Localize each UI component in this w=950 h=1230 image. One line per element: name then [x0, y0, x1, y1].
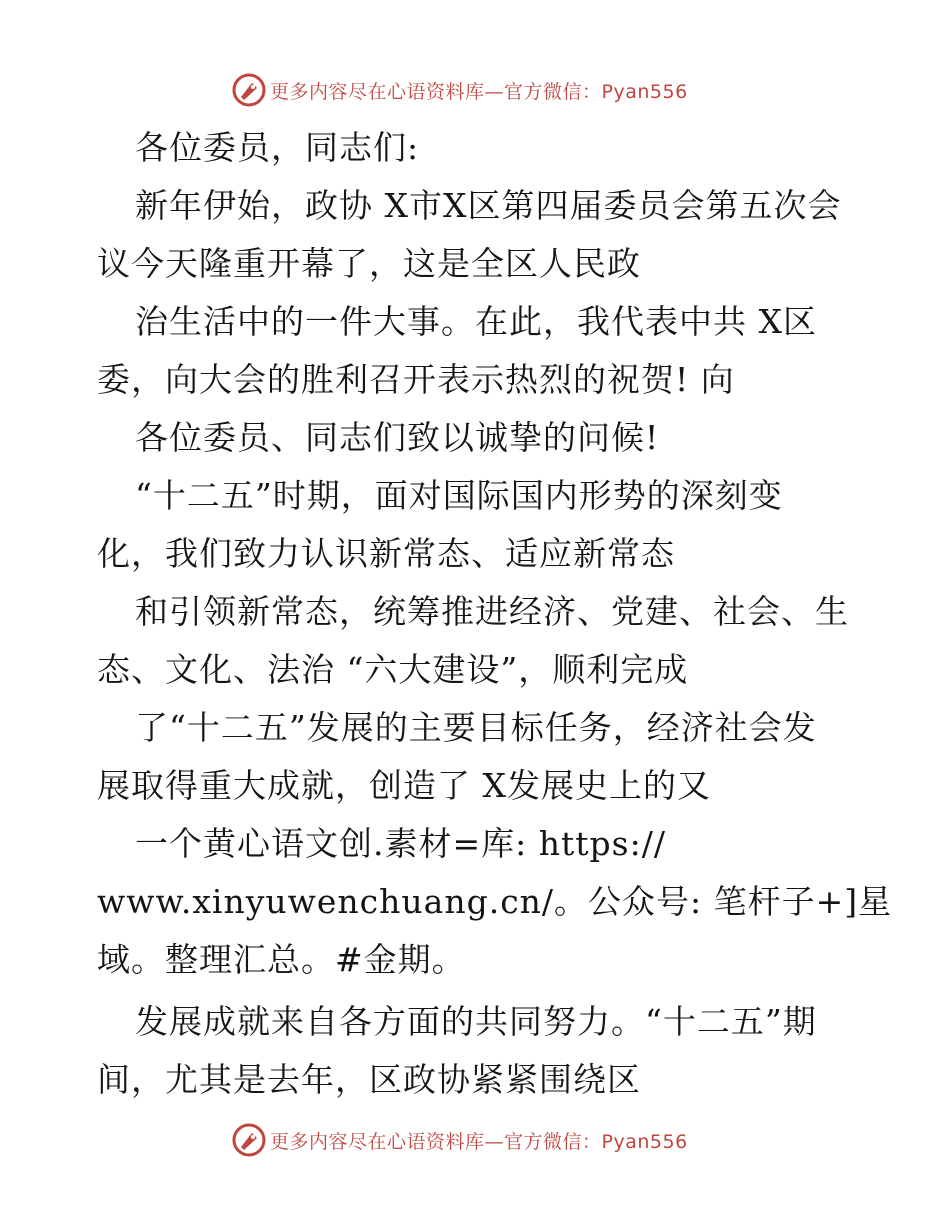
watermark-text [270, 1127, 688, 1154]
watermark-site-text: 更多内容尽在心语资料库— [270, 80, 505, 103]
text-line: 委，向大会的胜利召开表示热烈的祝贺! 向 [97, 360, 735, 399]
text-line: 态、文化、法治 “六大建设”，顺利完成 [97, 650, 689, 689]
text-line: 一个黄心语文创.素材=库: https:// [135, 824, 666, 863]
footer-watermark [232, 1120, 688, 1160]
watermark-wechat-text: 官方微信：Pyan556 [504, 1130, 688, 1153]
text-line: 了“十二五”发展的主要目标任务，经济社会发 [135, 708, 817, 747]
watermark-site-text: 更多内容尽在心语资料库— [270, 1130, 505, 1153]
text-line: 化，我们致力认识新常态、适应新常态 [97, 534, 675, 573]
text-line: 新年伊始，政协 X市X区第四届委员会第五次会 [135, 186, 842, 225]
text-line: 和引领新常态，统筹推进经济、党建、社会、生 [135, 592, 849, 631]
text-line: 发展成就来自各方面的共同努力。“十二五”期 [135, 1002, 817, 1041]
text-line: “十二五”时期，面对国际国内形势的深刻变 [135, 476, 783, 515]
text-line: 各位委员、同志们致以诚挚的问候! [135, 418, 660, 457]
text-line: 展取得重大成就，创造了 X发展史上的又 [97, 766, 711, 805]
pen-nib-logo-icon [232, 1123, 266, 1157]
text-line: 各位委员，同志们: [135, 128, 420, 167]
text-line: www.xinyuwenchuang.cn/。公众号: 笔杆子+]星 [97, 882, 893, 921]
text-line: 治生活中的一件大事。在此，我代表中共 X区 [135, 302, 817, 341]
text-line: 议今天隆重开幕了，这是全区人民政 [97, 244, 641, 283]
text-line: 域。整理汇总。#金期。 [97, 940, 466, 979]
watermark-wechat-text: 官方微信：Pyan556 [504, 80, 688, 103]
text-line: 间，尤其是去年，区政协紧紧围绕区 [97, 1060, 641, 1099]
